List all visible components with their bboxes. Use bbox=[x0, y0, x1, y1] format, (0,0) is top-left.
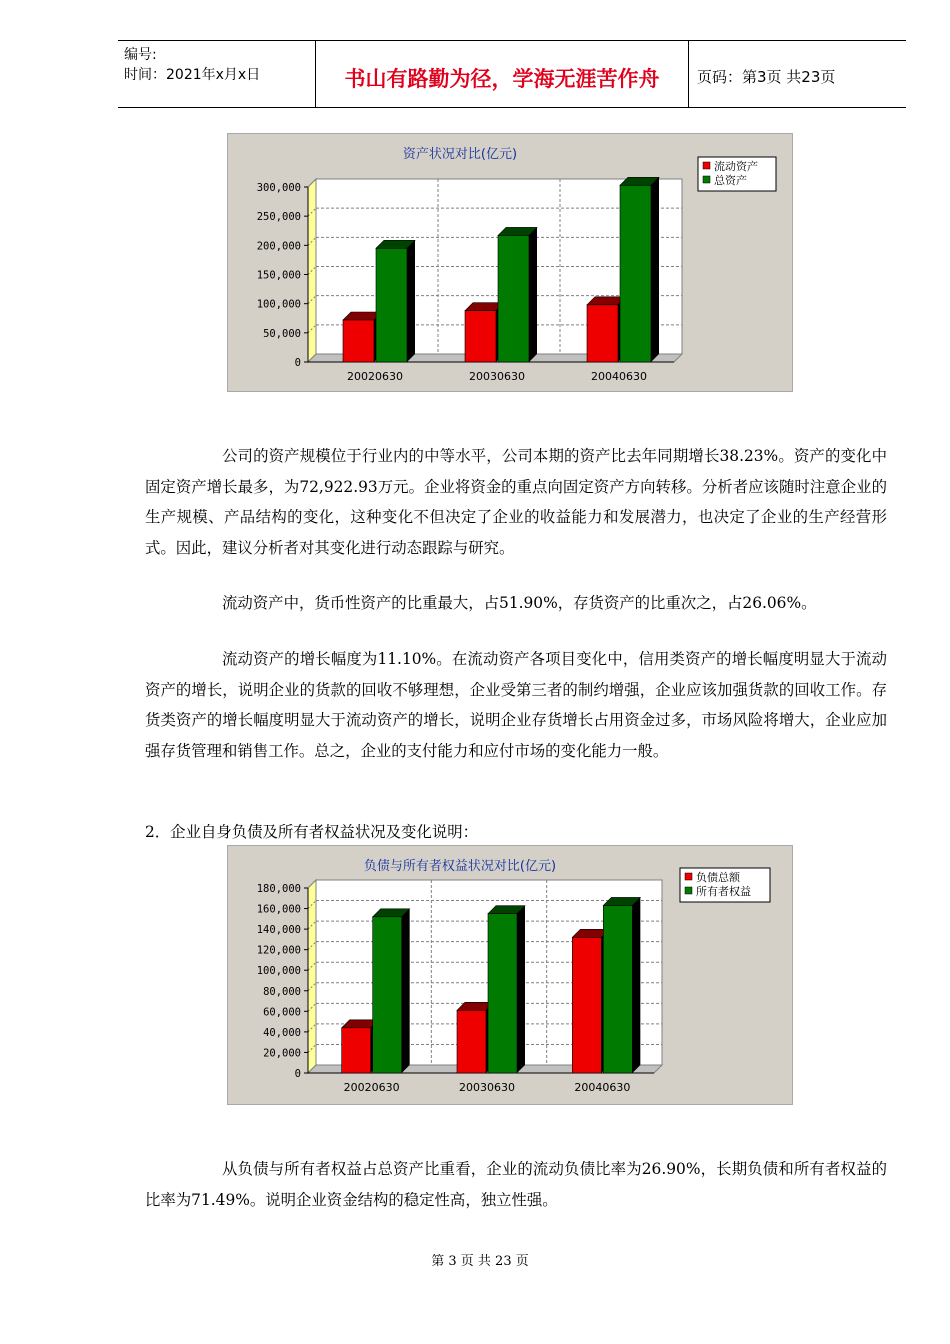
chart-legend bbox=[698, 157, 776, 191]
y-tick-label: 120,000 bbox=[256, 944, 301, 957]
y-tick-label: 0 bbox=[294, 1068, 301, 1080]
y-tick-label: 180,000 bbox=[256, 883, 301, 895]
y-tick-label: 0 bbox=[294, 357, 301, 369]
legend-swatch bbox=[703, 176, 710, 183]
plot-side-wall bbox=[308, 880, 316, 1073]
y-tick-label: 150,000 bbox=[256, 269, 301, 282]
y-tick-label: 80,000 bbox=[263, 985, 301, 998]
bar-总资产-20040630 bbox=[620, 177, 659, 362]
asset-comparison-chart bbox=[227, 133, 793, 392]
legend-swatch bbox=[685, 887, 692, 894]
chart-svg bbox=[228, 846, 792, 1104]
legend-label: 流动资产 bbox=[714, 160, 758, 173]
legend-swatch bbox=[685, 873, 692, 880]
chart-title: 负债与所有者权益状况对比(亿元) bbox=[363, 859, 557, 874]
bar-总资产-20030630 bbox=[498, 227, 537, 362]
legend-label: 总资产 bbox=[714, 174, 747, 187]
chart-legend bbox=[680, 868, 770, 902]
x-tick-label: 20040630 bbox=[574, 1081, 631, 1094]
header-page-cell bbox=[689, 41, 906, 107]
paragraph-asset-scale: 公司的资产规模位于行业内的中等水平，公司本期的资产比去年同期增长38.23%。资产的变化中固定资产增长最多，为72,922.93万元。企业将资金的重点向固定资产方向转移。分析者应该随时注意企业的生产规模、产品结构的变化，这种变化不但决定了企业的收益能力和发展潜力，也决定了企业的生产经营形式。因此，建议分析者对其变化进行动态跟踪与研究。 bbox=[145, 447, 887, 557]
y-tick-label: 100,000 bbox=[256, 298, 301, 311]
section-heading-liabilities: 2．企业自身负债及所有者权益状况及变化说明： bbox=[145, 823, 478, 841]
bar-所有者权益-20020630 bbox=[373, 909, 410, 1073]
header-meta-cell bbox=[118, 41, 316, 107]
motto-text: 书山有路勤为径，学海无涯苦作舟 bbox=[344, 67, 660, 91]
bar-所有者权益-20040630 bbox=[603, 897, 640, 1073]
serial-label: 编号: bbox=[124, 47, 157, 63]
page-label: 页码：第3页 共23页 bbox=[697, 68, 836, 86]
chart-svg bbox=[228, 134, 792, 391]
x-tick-label: 20030630 bbox=[469, 370, 525, 383]
bar-所有者权益-20030630 bbox=[488, 906, 525, 1073]
x-tick-label: 20040630 bbox=[591, 370, 647, 383]
header-motto-cell bbox=[316, 41, 689, 107]
y-tick-label: 60,000 bbox=[263, 1006, 301, 1019]
y-tick-label: 300,000 bbox=[256, 182, 301, 194]
liability-equity-chart bbox=[227, 845, 793, 1105]
x-tick-label: 20020630 bbox=[347, 370, 403, 383]
page-header bbox=[118, 40, 906, 108]
bar-总资产-20020630 bbox=[376, 240, 415, 362]
time-label: 时间：2021年x月x日 bbox=[124, 67, 261, 83]
paragraph-current-assets-structure: 流动资产中，货币性资产的比重最大，占51.90%，存货资产的比重次之，占26.06%。 bbox=[222, 594, 817, 612]
legend-swatch bbox=[703, 162, 710, 169]
x-tick-label: 20030630 bbox=[459, 1081, 515, 1094]
y-tick-label: 140,000 bbox=[256, 924, 301, 937]
x-tick-label: 20020630 bbox=[343, 1081, 400, 1094]
paragraph-current-assets-growth: 流动资产的增长幅度为11.10%。在流动资产各项目变化中，信用类资产的增长幅度明显大于流动资产的增长，说明企业的货款的回收不够理想，企业受第三者的制约增强，企业应该加强货款的回收工作。存货类资产的增长幅度明显大于流动资产的增长，说明企业存货增长占用资金过多，市场风险将增大，企业应加强存货管理和销售工作。总之，企业的支付能力和应付市场的变化能力一般。 bbox=[145, 650, 887, 760]
y-tick-label: 20,000 bbox=[263, 1047, 301, 1060]
y-tick-label: 40,000 bbox=[263, 1026, 301, 1039]
y-tick-label: 50,000 bbox=[263, 327, 301, 340]
y-tick-label: 100,000 bbox=[256, 965, 301, 978]
y-tick-label: 250,000 bbox=[256, 211, 301, 224]
legend-label: 所有者权益 bbox=[696, 885, 751, 898]
y-tick-label: 200,000 bbox=[256, 240, 301, 253]
page-footer: 第 3 页 共 23 页 bbox=[431, 1254, 529, 1269]
y-tick-label: 160,000 bbox=[256, 903, 301, 916]
chart-title: 资产状况对比(亿元) bbox=[402, 147, 518, 162]
legend-label: 负债总额 bbox=[696, 871, 740, 884]
paragraph-capital-structure: 从负债与所有者权益占总资产比重看，企业的流动负债比率为26.90%，长期负债和所有者权益的比率为71.49%。说明企业资金结构的稳定性高，独立性强。 bbox=[145, 1160, 887, 1209]
